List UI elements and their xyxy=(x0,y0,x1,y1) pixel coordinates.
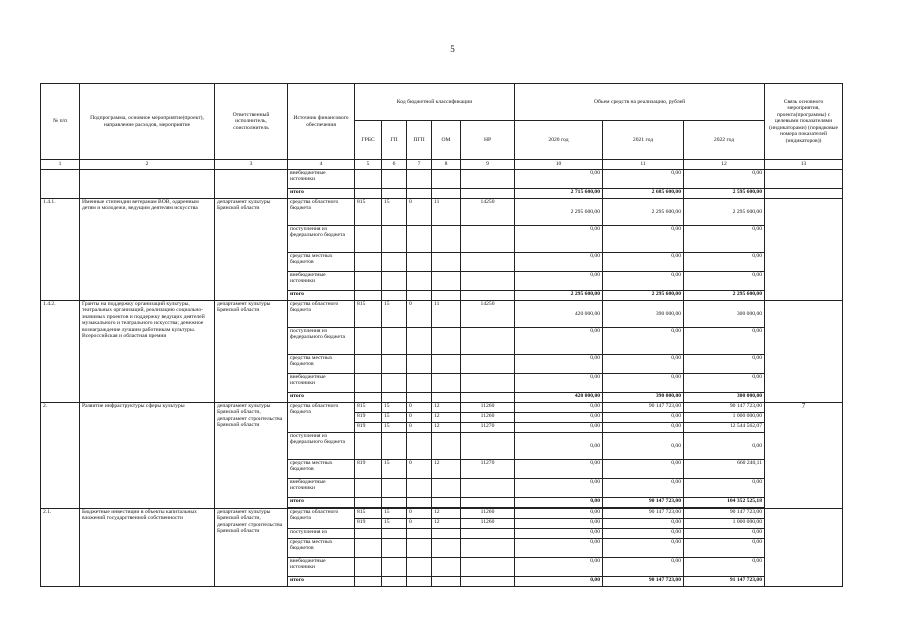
value-2022: 0,00 xyxy=(684,374,765,393)
value-2022: 0,00 xyxy=(684,558,765,577)
value-2022: 300 000,00 xyxy=(684,301,765,328)
source-cell: поступления из федерального бюджета xyxy=(288,226,355,253)
value-2022: 12 544 562,07 xyxy=(684,423,765,433)
row-number: 2. xyxy=(41,403,80,509)
value-2020: 0,00 xyxy=(515,374,603,393)
nr-cell: 11260 xyxy=(461,403,515,413)
index-cell: 3 xyxy=(215,160,288,170)
source-cell: средства местных бюджетов xyxy=(288,460,355,479)
row-title: Гранты на поддержку организаций культуры, театральных организаций, реализацию социально-значимых проектов и поддержку ведущих деятелей музыкального и театрального искусства; денежное вознаграждение лучшим работникам культуры. Всероссийская и областная премии xyxy=(80,301,215,403)
value-2020: 0,00 xyxy=(515,226,603,253)
gp-cell: 15 xyxy=(382,301,407,328)
om-cell: 12 xyxy=(432,403,461,413)
source-cell: итого xyxy=(288,189,355,199)
value-2020: 0,00 xyxy=(515,433,603,460)
grbs-cell: 815 xyxy=(355,509,382,519)
total-2021: 2 295 600,00 xyxy=(603,291,684,301)
pgp-cell: 0 xyxy=(407,403,432,413)
grbs-cell: 819 xyxy=(355,460,382,479)
value-2022: 0,00 xyxy=(684,272,765,291)
row-responsible: департамент культуры Брянской области xyxy=(215,199,288,301)
value-2020: 0,00 xyxy=(515,272,603,291)
header-year-2021: 2021 год xyxy=(603,121,684,160)
header-nr: НР xyxy=(461,121,515,160)
value-2021: 0,00 xyxy=(603,423,684,433)
source-cell: поступления из xyxy=(288,529,355,539)
source-cell: поступления из федерального бюджета xyxy=(288,328,355,355)
value-2021: 0,00 xyxy=(603,272,684,291)
value-2020: 2 295 600,00 xyxy=(515,199,603,226)
total-2021: 390 000,00 xyxy=(603,393,684,403)
value-2020: 0,00 xyxy=(515,519,603,529)
index-cell: 6 xyxy=(382,160,407,170)
value-2020: 0,00 xyxy=(515,509,603,519)
index-cell: 1 xyxy=(41,160,80,170)
value-2021: 0,00 xyxy=(603,460,684,479)
header-volume: Объем средств на реализацию, рублей xyxy=(515,84,765,121)
column-index-row xyxy=(41,160,843,170)
om-cell: 12 xyxy=(432,423,461,433)
header-gp: ГП xyxy=(382,121,407,160)
source-cell: средства областного бюджета xyxy=(288,199,355,226)
index-cell: 2 xyxy=(80,160,215,170)
table-row xyxy=(41,170,843,189)
source-cell: внебюджетные источники xyxy=(288,558,355,577)
grbs-cell: 815 xyxy=(355,301,382,328)
value-2021: 390 000,00 xyxy=(603,301,684,328)
value-2020: 0,00 xyxy=(515,529,603,539)
total-2021: 90 147 723,00 xyxy=(603,577,684,587)
value-2021: 90 147 723,00 xyxy=(603,403,684,413)
nr-cell: 14250 xyxy=(461,199,515,226)
value-2022: 0,00 xyxy=(684,529,765,539)
header-year-2022: 2022 год xyxy=(684,121,765,160)
source-cell: средства областного бюджета xyxy=(288,509,355,529)
pgp-cell: 0 xyxy=(407,199,432,226)
source-cell: итого xyxy=(288,498,355,508)
row-number: 1.4.2. xyxy=(41,301,80,403)
om-cell: 11 xyxy=(432,199,461,226)
page-number: 5 xyxy=(450,44,455,54)
om-cell: 12 xyxy=(432,509,461,519)
row-number: 2.1. xyxy=(41,509,80,587)
pgp-cell: 0 xyxy=(407,509,432,519)
om-cell: 12 xyxy=(432,460,461,479)
value-2022: 660 240,11 xyxy=(684,460,765,479)
header-kbk: Код бюджетной классификации xyxy=(355,84,515,121)
value-2020: 0,00 xyxy=(515,460,603,479)
nr-cell: 11270 xyxy=(461,423,515,433)
header-year-2020: 2020 год xyxy=(515,121,603,160)
value-2022: 2 295 600,00 xyxy=(684,199,765,226)
index-cell: 8 xyxy=(432,160,461,170)
om-cell: 12 xyxy=(432,519,461,529)
value-2020: 0,00 xyxy=(515,479,603,498)
pgp-cell: 0 xyxy=(407,413,432,423)
grbs-cell: 819 xyxy=(355,413,382,423)
total-2020: 0,00 xyxy=(515,577,603,587)
value-2022: 90 147 723,00 xyxy=(684,509,765,519)
source-cell: средства местных бюджетов xyxy=(288,539,355,558)
value-2021: 90 147 723,00 xyxy=(603,509,684,519)
value-2021: 0,00 xyxy=(603,328,684,355)
total-2021: 2 685 600,00 xyxy=(603,189,684,199)
value-2020: 0,00 xyxy=(515,403,603,413)
value-2021: 0,00 xyxy=(603,539,684,558)
total-2020: 420 000,00 xyxy=(515,393,603,403)
value-2021: 0,00 xyxy=(603,558,684,577)
index-cell: 7 xyxy=(407,160,432,170)
source-cell: итого xyxy=(288,393,355,403)
value-2021: 0,00 xyxy=(603,479,684,498)
pgp-cell: 0 xyxy=(407,301,432,328)
value-2021: 0,00 xyxy=(603,433,684,460)
index-cell: 13 xyxy=(765,160,843,170)
value-2021: 0,00 xyxy=(603,413,684,423)
nr-cell: 14250 xyxy=(461,301,515,328)
budget-table xyxy=(40,83,843,587)
gp-cell: 15 xyxy=(382,423,407,433)
value-2021: 0,00 xyxy=(603,355,684,374)
row-title: Именные стипендии ветеранам ВОВ, одаренным детям и молодежи, ведущим деятелям искусства xyxy=(80,199,215,301)
value-2022: 0,00 xyxy=(684,170,765,189)
value-2022: 90 147 723,00 xyxy=(684,403,765,413)
grbs-cell: 815 xyxy=(355,199,382,226)
value-2021: 0,00 xyxy=(603,374,684,393)
gp-cell: 15 xyxy=(382,413,407,423)
pgp-cell: 0 xyxy=(407,423,432,433)
gp-cell: 15 xyxy=(382,519,407,529)
table-row xyxy=(41,403,843,413)
grbs-cell: 819 xyxy=(355,423,382,433)
value-2021: 0,00 xyxy=(603,253,684,272)
source-cell: средства местных бюджетов xyxy=(288,355,355,374)
total-2022: 2 295 600,00 xyxy=(684,291,765,301)
index-cell: 10 xyxy=(515,160,603,170)
grbs-cell: 815 xyxy=(355,403,382,413)
value-2020: 0,00 xyxy=(515,423,603,433)
om-cell: 11 xyxy=(432,301,461,328)
total-2022: 300 000,00 xyxy=(684,393,765,403)
total-2020: 0,00 xyxy=(515,498,603,508)
row-title: Развитие инфраструктуры сферы культуры xyxy=(80,403,215,509)
total-2020: 2 715 600,00 xyxy=(515,189,603,199)
table-row xyxy=(41,301,843,328)
source-cell: средства местных бюджетов xyxy=(288,253,355,272)
gp-cell: 15 xyxy=(382,199,407,226)
table-row xyxy=(41,199,843,226)
index-cell: 12 xyxy=(684,160,765,170)
grbs-cell: 819 xyxy=(355,519,382,529)
pgp-cell: 0 xyxy=(407,519,432,529)
value-2020: 0,00 xyxy=(515,558,603,577)
value-2022: 0,00 xyxy=(684,479,765,498)
index-cell: 9 xyxy=(461,160,515,170)
row-number: 1.4.1. xyxy=(41,199,80,301)
value-2021: 0,00 xyxy=(603,529,684,539)
source-cell: внебюджетные источники xyxy=(288,479,355,498)
nr-cell: 11260 xyxy=(461,519,515,529)
value-2022: 0,00 xyxy=(684,253,765,272)
gp-cell: 15 xyxy=(382,403,407,413)
source-cell: средства областного бюджета xyxy=(288,403,355,433)
index-cell: 11 xyxy=(603,160,684,170)
om-cell: 12 xyxy=(432,413,461,423)
row-title: Бюджетные инвестиции в объекты капитальных вложений государственной собственности xyxy=(80,509,215,587)
value-2021: 0,00 xyxy=(603,170,684,189)
total-2022: 91 147 723,00 xyxy=(684,577,765,587)
value-2020: 0,00 xyxy=(515,253,603,272)
indicator-link: 7 xyxy=(765,403,843,509)
value-2021: 0,00 xyxy=(603,519,684,529)
total-2022: 104 352 525,18 xyxy=(684,498,765,508)
index-cell: 5 xyxy=(355,160,382,170)
value-2020: 0,00 xyxy=(515,539,603,558)
header-link: Связь основного мероприятия, проекта(программы) с целевыми показателями (индикаторами) (порядковые номера показателей (индикаторов)) xyxy=(765,84,843,160)
value-2020: 0,00 xyxy=(515,170,603,189)
nr-cell: 11270 xyxy=(461,460,515,479)
value-2020: 0,00 xyxy=(515,328,603,355)
value-2022: 1 000 000,00 xyxy=(684,413,765,423)
total-2020: 2 295 600,00 xyxy=(515,291,603,301)
row-responsible: департамент культуры Брянской области, департамент строительства Брянской области xyxy=(215,509,288,587)
nr-cell: 11260 xyxy=(461,413,515,423)
value-2020: 420 000,00 xyxy=(515,301,603,328)
header-grbs: ГРБС xyxy=(355,121,382,160)
source-cell: средства областного бюджета xyxy=(288,301,355,328)
header-subprogram: Подпрограмма, основное мероприятие(проект), направление расходов, мероприятие xyxy=(80,84,215,160)
pgp-cell: 0 xyxy=(407,460,432,479)
source-cell: итого xyxy=(288,577,355,587)
gp-cell: 15 xyxy=(382,509,407,519)
total-2022: 2 595 600,00 xyxy=(684,189,765,199)
value-2022: 0,00 xyxy=(684,433,765,460)
value-2022: 0,00 xyxy=(684,539,765,558)
gp-cell: 15 xyxy=(382,460,407,479)
source-cell: внебюджетные источники xyxy=(288,374,355,393)
value-2022: 0,00 xyxy=(684,355,765,374)
nr-cell: 11260 xyxy=(461,509,515,519)
source-cell: поступления из федерального бюджета xyxy=(288,433,355,460)
header-pgp: ПГП xyxy=(407,121,432,160)
value-2020: 0,00 xyxy=(515,355,603,374)
value-2022: 1 000 000,00 xyxy=(684,519,765,529)
row-responsible: департамент культуры Брянской области xyxy=(215,301,288,403)
header-source: Источник финансового обеспечения xyxy=(288,84,355,160)
value-2021: 2 295 600,00 xyxy=(603,199,684,226)
header-num: № п/п xyxy=(41,84,80,160)
value-2021: 0,00 xyxy=(603,226,684,253)
header-om: ОМ xyxy=(432,121,461,160)
source-cell: внебюджетные источники xyxy=(288,272,355,291)
table-row xyxy=(41,509,843,519)
value-2020: 0,00 xyxy=(515,413,603,423)
value-2022: 0,00 xyxy=(684,226,765,253)
value-2022: 0,00 xyxy=(684,328,765,355)
index-cell: 4 xyxy=(288,160,355,170)
source-cell: итого xyxy=(288,291,355,301)
source-cell: внебюджетные источники xyxy=(288,170,355,189)
row-responsible: департамент культуры Брянской области, департамент строительства Брянской области xyxy=(215,403,288,509)
total-2021: 90 147 723,00 xyxy=(603,498,684,508)
header-responsible: Ответственный исполнитель, соисполнитель xyxy=(215,84,288,160)
